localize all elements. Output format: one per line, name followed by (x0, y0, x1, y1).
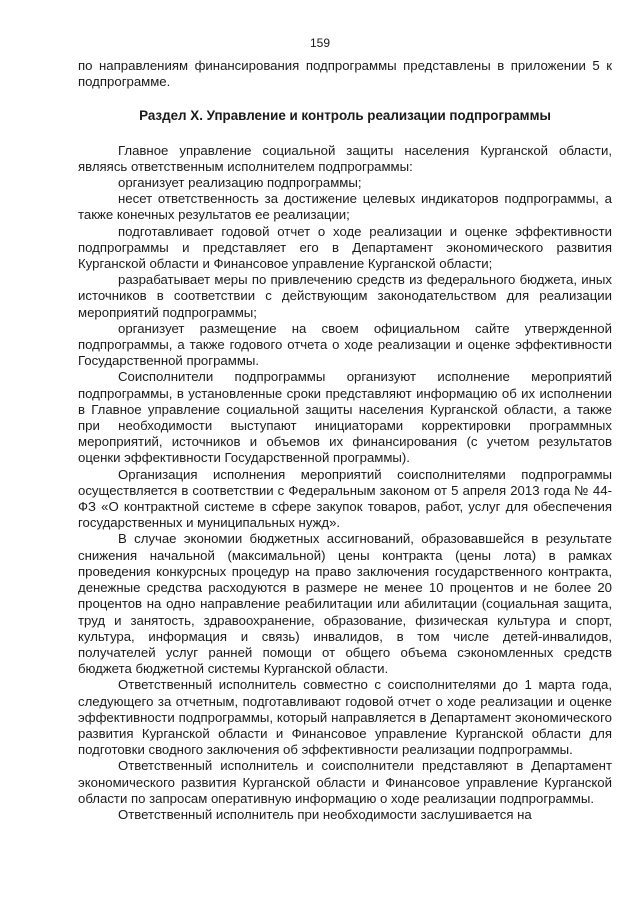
paragraph: организует размещение на своем официальном сайте утвержденной подпрограммы, а также годового отчета о ходе реализации и оценке эффективности Государственной программы. (78, 320, 612, 369)
paragraph: подготавливает годовой отчет о ходе реализации и оценке эффективности подпрограммы и представляет его в Департамент экономического развития Курганской области и Финансовое управление Курганской области; (78, 223, 612, 272)
intro-paragraph: по направлениям финансирования подпрограммы представлены в приложении 5 к подпрограмме. (78, 58, 612, 90)
paragraph: организует реализацию подпрограммы; (118, 175, 362, 191)
section-title: Раздел X. Управление и контроль реализации подпрограммы (139, 108, 551, 124)
paragraph: Ответственный исполнитель при необходимости заслушивается на (118, 806, 532, 822)
paragraph: В случае экономии бюджетных ассигнований, образовавшейся в результате снижения начальной (максимальной) цены контракта (цены лота) в рамках проведения конкурсных процедур на право заключения государственного контракта, денежные средства расходуются в размере не менее 10 процентов и не более 20 процентов на одно направление реабилитации или абилитации (социальная защита, труд и занятость, здравоохранение, образование, физическая культура и спорт, культура, информация и связь) инвалидов, в том числе детей-инвалидов, получателей услуг ранней помощи от общего объема сэкономленных средств бюджета бюджетной системы Курганской области. (78, 531, 612, 677)
paragraph: Организация исполнения мероприятий соисполнителями подпрограммы осуществляется в соответствии с Федеральным законом от 5 апреля 2013 года № 44-ФЗ «О контрактной системе в сфере закупок товаров, работ, услуг для обеспечения государственных и муниципальных нужд». (78, 466, 612, 531)
paragraph: Главное управление социальной защиты населения Курганской области, являясь ответственным исполнителем подпрограммы: (78, 142, 612, 174)
paragraph: Ответственный исполнитель и соисполнители представляют в Департамент экономического развития Курганской области и Финансовое управление Курганской области по запросам оперативную информацию о ходе реализации подпрограммы. (78, 758, 612, 806)
paragraph: несет ответственность за достижение целевых индикаторов подпрограммы, а также конечных результатов ее реализации; (78, 191, 612, 223)
paragraph: разрабатывает меры по привлечению средств из федерального бюджета, иных источников в соответствии с действующим законодательством для реализации мероприятий подпрограммы; (78, 272, 612, 320)
paragraph: Ответственный исполнитель совместно с соисполнителями до 1 марта года, следующего за отчетным, подготавливают годовой отчет о ходе реализации и оценке эффективности подпрограммы, который направляется в Департамент экономического развития Курганской области и Финансовое управление Курганской области для подготовки сводного заключения об эффективности реализации подпрограммы. (78, 677, 612, 758)
document-body (78, 58, 612, 823)
page-number: 159 (309, 36, 331, 50)
paragraph: Соисполнители подпрограммы организуют исполнение мероприятий подпрограммы, в установленные сроки представляют информацию об их исполнении в Главное управление социальной защиты населения Курганской области, а также при необходимости выступают инициаторами корректировки программных мероприятий, источников и объемов их финансирования (с учетом результатов оценки эффективности Государственной программы). (78, 369, 612, 466)
